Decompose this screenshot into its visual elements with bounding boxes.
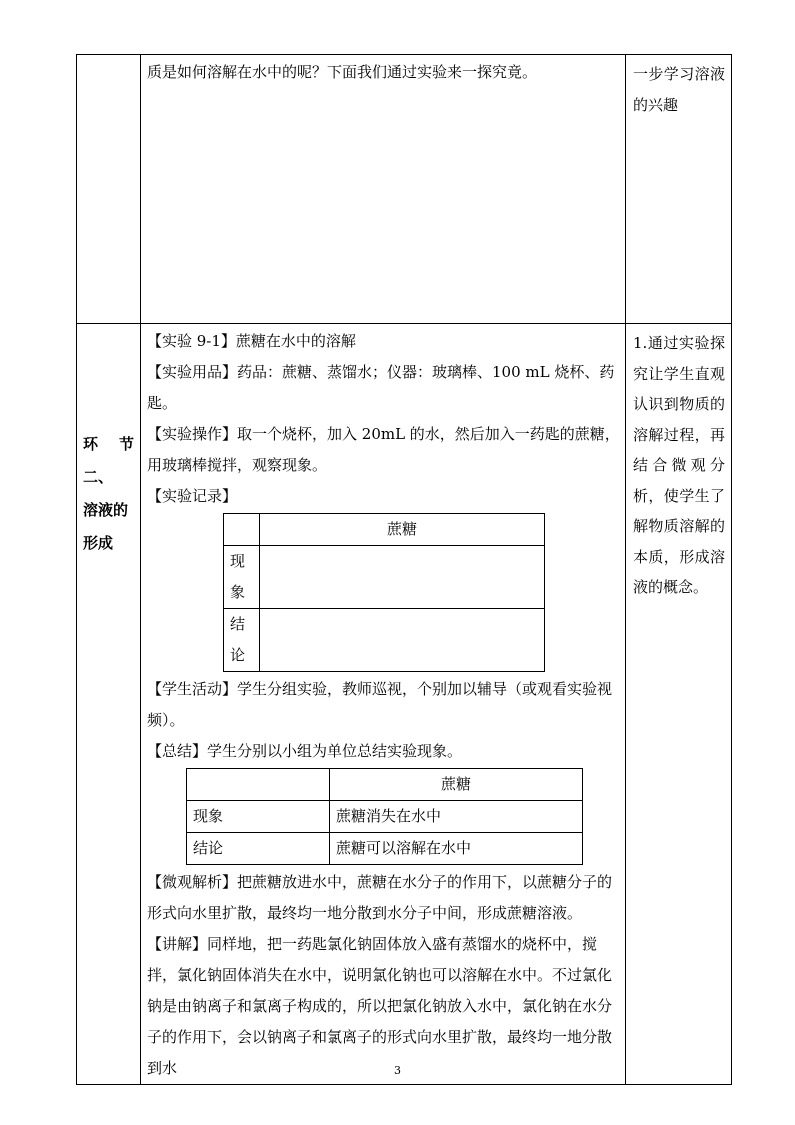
experiment-record-label: 【实验记录】 — [147, 487, 238, 505]
student-activity: 【学生活动】学生分组实验，教师巡视，个别加以辅导（或观看实验视频）。 — [147, 680, 613, 729]
record-table-empty — [223, 513, 545, 672]
table-cell — [260, 609, 545, 672]
table-cell: 结论 — [187, 833, 330, 865]
lecture: 【讲解】同样地，把一药匙氯化钠固体放入盛有蒸馏水的烧杯中，搅拌，氯化钠固体消失在水中，说明氯化钠也可以溶解在水中。不过氯化钠是由钠离子和氯离子构成的，所以把氯化钠放入水中，氯化钠在水分子的作用下，会以钠离子和氯离子的形式向水里扩散，最终均一地分散到水 — [147, 935, 613, 1077]
table-header: 蔗糖 — [330, 769, 583, 801]
page-number: 3 — [394, 1064, 401, 1077]
experiment-materials: 【实验用品】药品：蔗糖、蒸馏水；仪器：玻璃棒、100 mL 烧杯、药匙。 — [147, 363, 615, 412]
table-cell — [187, 769, 330, 801]
row2-right-cell — [626, 324, 732, 1085]
section-label: 环 节 二、 溶液的 形成 — [83, 435, 134, 552]
table-cell: 蔗糖可以溶解在水中 — [330, 833, 583, 865]
row1-middle-cell — [141, 55, 626, 324]
row2-middle-cell — [141, 324, 626, 1085]
table-row — [224, 609, 545, 672]
record-table-filled — [186, 768, 583, 865]
experiment-operation: 【实验操作】取一个烧杯，加入 20mL 的水，然后加入一药匙的蔗糖，用玻璃棒搅拌，观察现象。 — [147, 425, 620, 474]
lesson-plan-table — [76, 54, 732, 1085]
row1-middle-text: 质是如何溶解在水中的呢？下面我们通过实验来一探究竟。 — [147, 63, 538, 81]
table-row — [224, 546, 545, 609]
table-cell: 结论 — [224, 609, 260, 672]
table-cell: 现象 — [187, 801, 330, 833]
table-row — [77, 55, 732, 324]
table-row — [77, 324, 732, 1085]
table-cell: 现象 — [224, 546, 260, 609]
table-row — [187, 769, 583, 801]
table-row — [224, 514, 545, 546]
table-row — [187, 801, 583, 833]
experiment-title: 【实验 9-1】蔗糖在水中的溶解 — [147, 332, 356, 350]
summary: 【总结】学生分别以小组为单位总结实验现象。 — [147, 742, 463, 760]
table-cell — [260, 546, 545, 609]
table-cell: 蔗糖消失在水中 — [330, 801, 583, 833]
row1-right-text: 一步学习溶液的兴趣 — [633, 65, 725, 114]
table-cell — [224, 514, 260, 546]
table-row — [187, 833, 583, 865]
table-header: 蔗糖 — [260, 514, 545, 546]
micro-analysis: 【微观解析】把蔗糖放进水中，蔗糖在水分子的作用下，以蔗糖分子的形式向水里扩散，最终均一地分散到水分子中间，形成蔗糖溶液。 — [147, 873, 613, 922]
row1-right-cell — [626, 55, 732, 324]
row1-left-cell — [77, 55, 141, 324]
row2-right-text: 1.通过实验探究让学生直观认识到物质的溶解过程，再结合微观分析，使学生了解物质溶解的本质，形成溶液的概念。 — [633, 334, 725, 596]
section-label-cell — [77, 324, 141, 1085]
